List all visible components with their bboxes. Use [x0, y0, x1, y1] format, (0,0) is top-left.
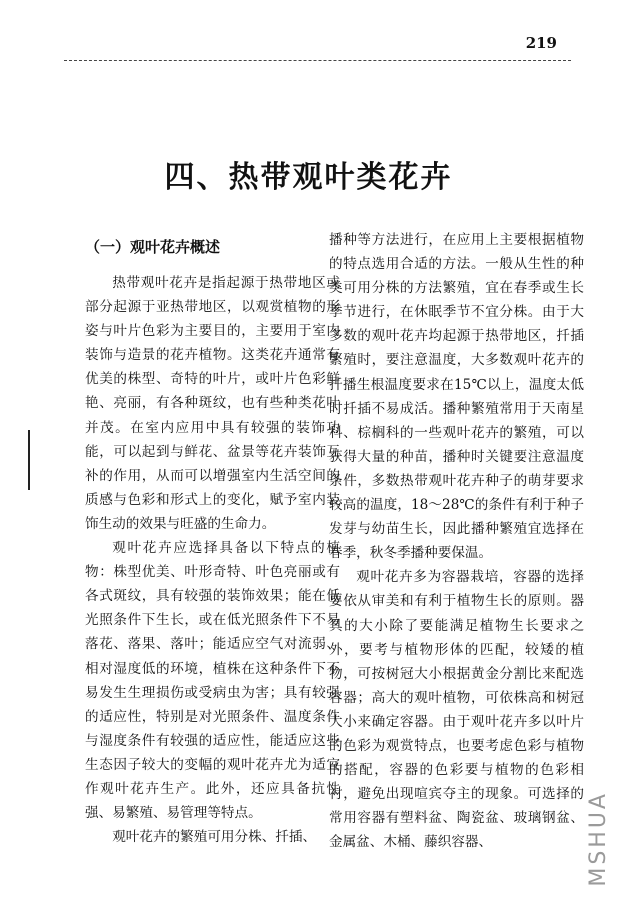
paragraph: 观叶花卉多为容器栽培，容器的选择要依从审美和有利于植物生长的原则。器具的大小除了要能满足植物生长要求之外，要考与植物形体的匹配，较矮的植物，可按树冠大小根据黄金分割比来配选容器；高大的观叶植物，可依株高和树冠大小来确定容器。由于观叶花卉多以叶片的色彩为观赏特点，也要考虑色彩与植物的搭配，容器的色彩要与植物的色彩相衬，避免出现喧宾夺主的现象。可选择的常用容器有塑料盆、陶瓷盆、玻璃钢盆、金属盆、木桶、藤织容器、: [329, 569, 584, 851]
chapter-title: 四、热带观叶类花卉: [164, 160, 453, 196]
paragraph-continuation: 播种等方法进行，在应用上主要根据植物的特点选用合适的方法。一般从生性的种类可用分株的方法繁殖，宜在春季或生长季节进行，在休眠季节不宜分株。由于大多数的观叶花卉均起源于热带地区，扦插繁殖时，要注意温度，大多数观叶花卉的扦播生根温度要求在15℃以上，温度太低时扦插不易成活。播种繁殖常用于天南星科、棕榈科的一些观叶花卉的繁殖，可以获得大量的种苗，播种时关键要注意温度条件，多数热带观叶花卉种子的萌芽要求较高的温度，18～28℃的条件有利于种子发芽与幼苗生长，因此播种繁殖宜选择在春季，秋冬季播种要保温。: [329, 232, 584, 562]
watermark: MSHUA: [586, 791, 611, 887]
section-heading: （一）观叶花卉概述: [85, 238, 221, 256]
left-column: [85, 228, 340, 849]
paragraph: 观叶花卉的繁殖可用分株、扦插、: [112, 829, 317, 846]
header-rule: [64, 60, 571, 61]
scan-mark: [28, 430, 30, 490]
right-column: [329, 228, 584, 854]
page-number: 219: [525, 34, 557, 52]
paragraph: 热带观叶花卉是指起源于热带地区或部分起源于亚热带地区，以观赏植物的形姿与叶片色彩为主要目的，主要用于室内装饰与造景的花卉植物。这类花卉通常有优美的株型、奇特的叶片，或叶片色彩鲜艳、亮丽，有各种斑纹，也有些种类花叶并茂。在室内应用中具有较强的装饰功能，可以起到与鲜花、盆景等花卉装饰互补的作用，从而可以增强室内生活空间的质感与色彩和形式上的变化，赋予室内装饰生动的效果与旺盛的生命力。: [85, 275, 340, 532]
paragraph: 观叶花卉应选择具备以下特点的植物：株型优美、叶形奇特、叶色亮丽或有各式斑纹，具有较强的装饰效果；能在低光照条件下生长，或在低光照条件下不易落花、落果、落叶；能适应空气对流弱、相对湿度低的环境，植株在这种条件下不易发生生理损伤或受病虫为害；具有较强的适应性，特别是对光照条件、温度条件与湿度条件有较强的适应性，能适应这些生态因子较大的变幅的观叶花卉尤为适宜作观叶花卉生产。此外，还应具备抗性强、易繁殖、易管理等特点。: [85, 540, 340, 822]
